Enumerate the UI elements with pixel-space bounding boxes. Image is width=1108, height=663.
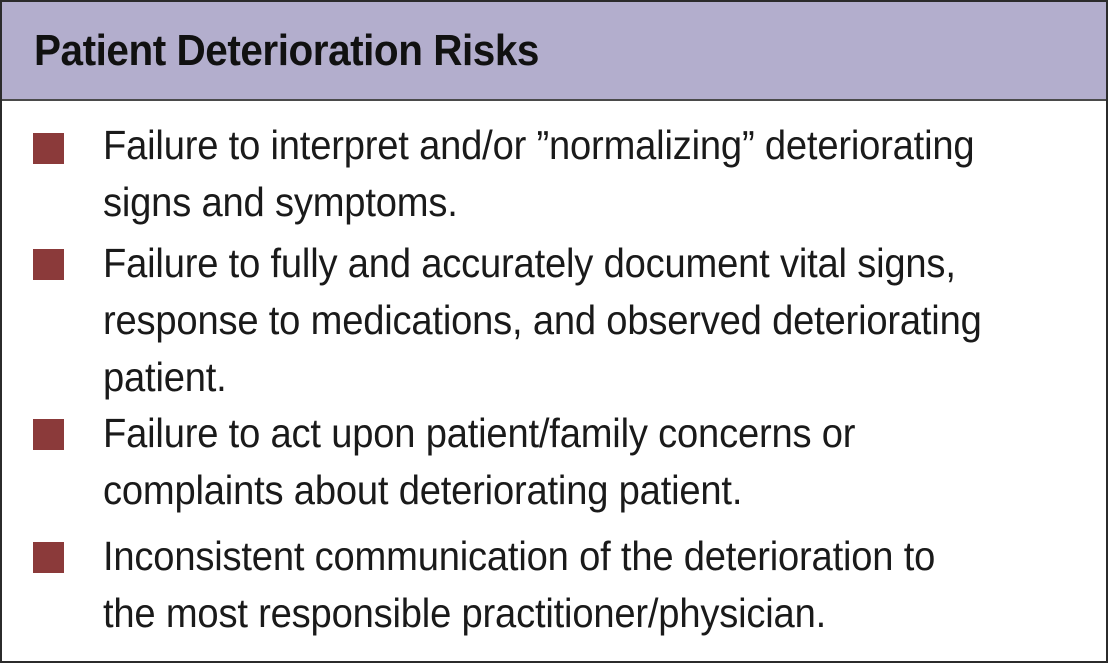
list-item-text xyxy=(103,235,1024,406)
box-title: Patient Deterioration Risks xyxy=(34,25,539,75)
list-item-text xyxy=(103,528,1024,642)
list-item-text xyxy=(103,405,1024,519)
text-line: Failure to fully and accurately document vital signs, xyxy=(103,240,956,286)
square-bullet-icon xyxy=(33,249,64,280)
text-line: Failure to interpret and/or ”normalizing” deteriorating xyxy=(103,122,975,168)
text-line: complaints about deteriorating patient. xyxy=(103,467,743,513)
text-line: Failure to act upon patient/family concerns or xyxy=(103,410,856,456)
square-bullet-icon xyxy=(33,419,64,450)
text-line: patient. xyxy=(103,354,227,400)
text-line: response to medications, and observed deteriorating xyxy=(103,297,982,343)
text-line: the most responsible practitioner/physician. xyxy=(103,590,827,636)
square-bullet-icon xyxy=(33,542,64,573)
square-bullet-icon xyxy=(33,133,64,164)
text-line: signs and symptoms. xyxy=(103,179,458,225)
list-item-text xyxy=(103,117,1024,231)
text-line: Inconsistent communication of the deterioration to xyxy=(103,533,936,579)
header-bar xyxy=(2,2,1106,101)
